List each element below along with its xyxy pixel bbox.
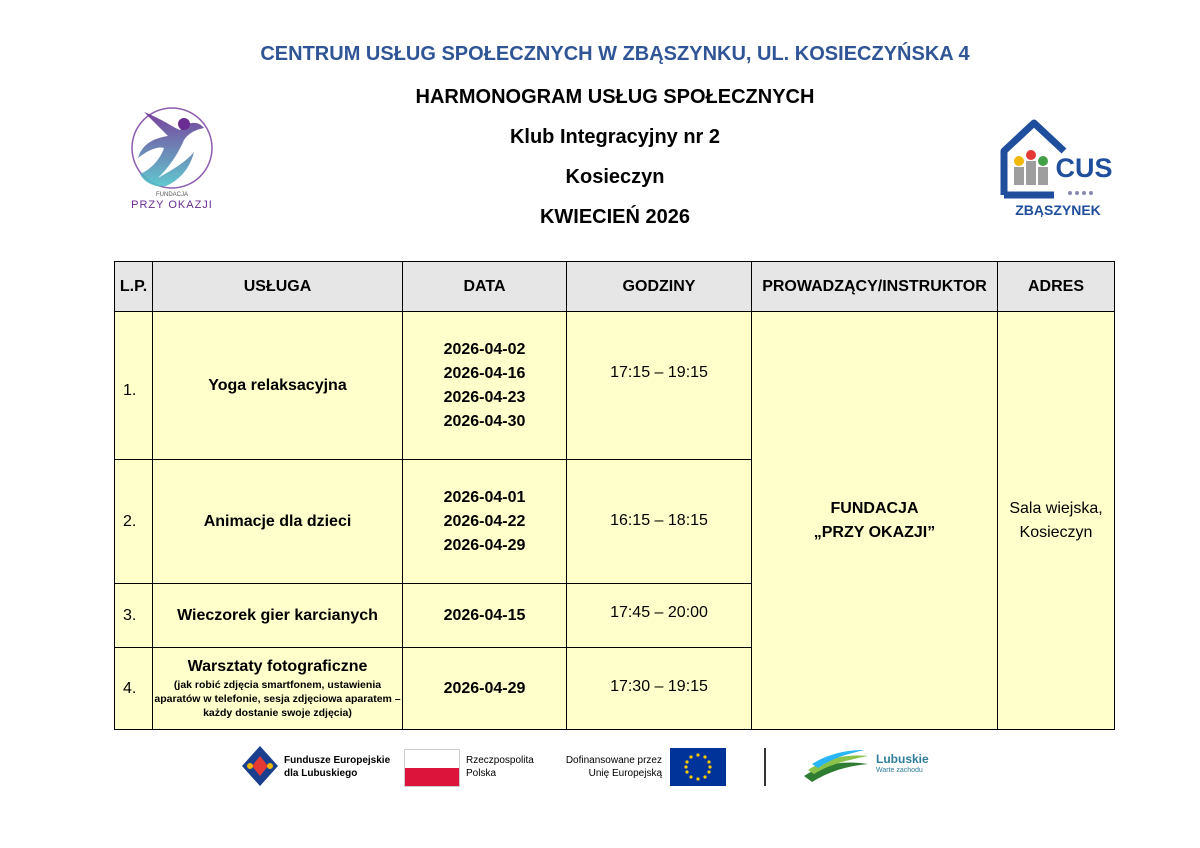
date-entry: 2026-04-23 — [443, 388, 526, 406]
date-entry: 2026-04-15 — [443, 606, 526, 624]
col-header-address: ADRES — [998, 262, 1115, 312]
fe-line: dla Lubuskiego — [284, 768, 358, 779]
instructor-cell — [752, 312, 998, 730]
document-title: HARMONOGRAM USŁUG SPOŁECZNYCH — [415, 86, 815, 108]
service-dates — [403, 648, 567, 730]
cus-zbaszynek-logo — [998, 117, 1126, 217]
table-header-row — [115, 262, 1115, 312]
place-name: Kosieczyn — [565, 166, 665, 188]
service-hours — [567, 648, 752, 730]
hours-text: 17:45 – 20:00 — [610, 604, 708, 621]
hours-text: 17:30 – 19:15 — [610, 678, 708, 695]
date-entry: 2026-04-01 — [443, 488, 526, 506]
lubuskie-tagline: Warte zachodu — [876, 767, 923, 774]
zbaszynek-text: ZBĄSZYNEK — [1015, 202, 1101, 217]
date-entry: 2026-04-22 — [443, 512, 526, 530]
hours-text: 16:15 – 18:15 — [610, 512, 708, 529]
service-hours — [567, 584, 752, 648]
fe-text — [284, 754, 390, 780]
address-cell — [998, 312, 1115, 730]
address-line: Sala wiejska, — [1009, 499, 1103, 517]
eu-text — [562, 754, 662, 780]
date-entry: 2026-04-29 — [443, 536, 526, 554]
instructor-line: „PRZY OKAZJI” — [813, 523, 936, 541]
rp-line: Rzeczpospolita — [466, 755, 534, 766]
cus-text: CUS — [1055, 153, 1113, 183]
service-name: Wieczorek gier karcianych — [153, 584, 403, 648]
club-name: Klub Integracyjny nr 2 — [509, 126, 721, 148]
date-entry: 2026-04-02 — [443, 340, 526, 358]
date-entry: 2026-04-16 — [443, 364, 526, 382]
service-dates — [403, 312, 567, 460]
date-entry: 2026-04-30 — [443, 412, 526, 430]
service-note: (jak robić zdjęcia smartfonem, ustawienia aparatów w telefonie, sesja zdjęciowa aparatem – każdy dostanie swoje zdjęcia) — [154, 678, 401, 719]
rp-line: Polska — [466, 768, 497, 779]
lubuskie-text: Lubuskie — [876, 752, 929, 766]
col-header-instructor: PROWADZĄCY/INSTRUKTOR — [752, 262, 998, 312]
service-dates — [403, 460, 567, 584]
col-header-date: DATA — [403, 262, 567, 312]
eu-line: Dofinansowane przez — [565, 755, 662, 766]
service-hours — [567, 312, 752, 460]
service-title: Warsztaty fotograficzne — [187, 657, 368, 675]
logo-name-text: PRZY OKAZJI — [131, 199, 213, 211]
table-row — [115, 312, 1115, 460]
date-entry: 2026-04-29 — [443, 679, 526, 697]
fe-logo-icon — [240, 744, 280, 788]
address-line: Kosieczyn — [1019, 523, 1093, 541]
polish-flag-icon — [404, 749, 460, 787]
row-number: 1. — [115, 312, 153, 460]
service-name: Animacje dla dzieci — [153, 460, 403, 584]
service-dates — [403, 584, 567, 648]
col-header-lp: L.P. — [115, 262, 153, 312]
rp-text — [466, 754, 534, 780]
row-number: 4. — [115, 648, 153, 730]
hours-text: 17:15 – 19:15 — [610, 364, 708, 381]
lubuskie-logo-icon — [802, 746, 872, 786]
col-header-service: USŁUGA — [153, 262, 403, 312]
eu-flag-icon — [670, 748, 726, 786]
logo-small-text: FUNDACJA — [155, 192, 189, 198]
funding-logos-strip — [232, 740, 962, 795]
org-header: CENTRUM USŁUG SPOŁECZNYCH W ZBĄSZYNKU, UL. KOSIECZYŃSKA 4 — [260, 43, 970, 65]
fundacja-przy-okazji-logo — [114, 100, 230, 218]
schedule-table — [114, 261, 1115, 730]
eu-line: Unię Europejską — [588, 768, 662, 779]
service-hours — [567, 460, 752, 584]
fe-line: Fundusze Europejskie — [284, 755, 391, 766]
instructor-line: FUNDACJA — [830, 499, 919, 517]
service-name: Yoga relaksacyjna — [153, 312, 403, 460]
col-header-hours: GODZINY — [567, 262, 752, 312]
service-name — [153, 648, 403, 730]
row-number: 3. — [115, 584, 153, 648]
row-number: 2. — [115, 460, 153, 584]
footer-divider — [764, 748, 766, 786]
month-label: KWIECIEŃ 2026 — [539, 206, 691, 228]
